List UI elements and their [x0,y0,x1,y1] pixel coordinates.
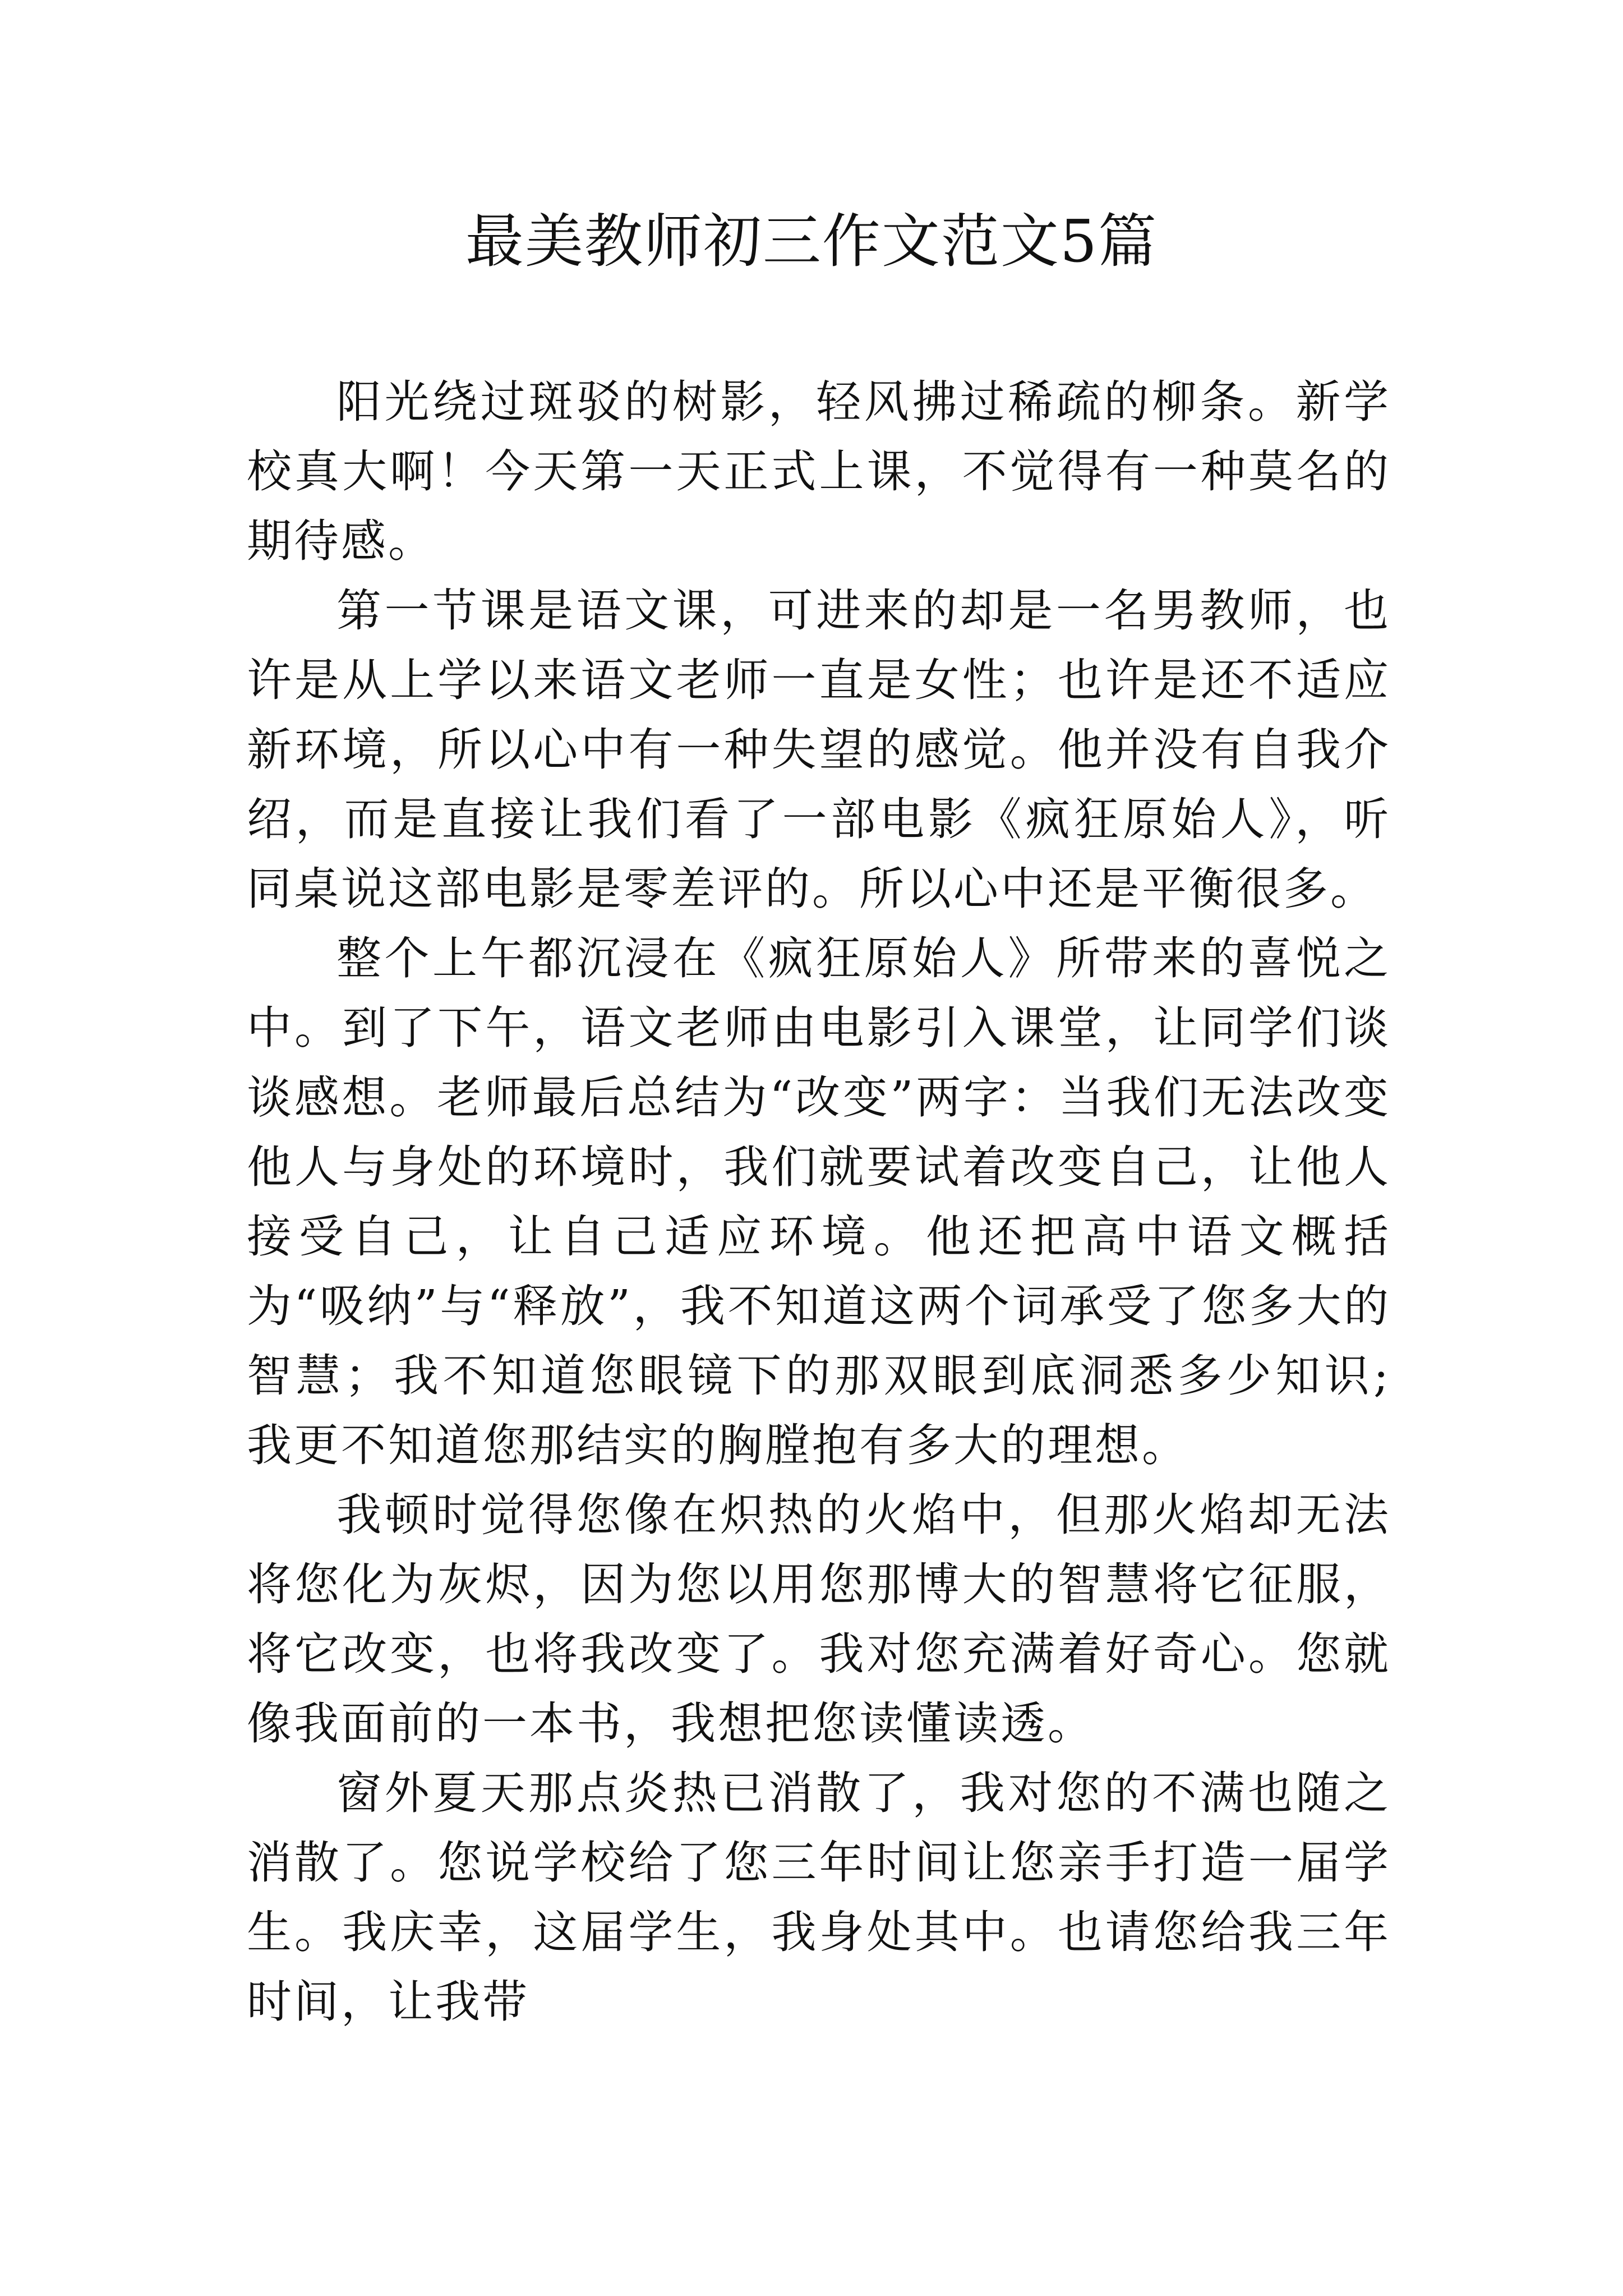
paragraph-2: 第一节课是语文课，可进来的却是一名男教师，也许是从上学以来语文老师一直是女性；也许是还不适应新环境，所以心中有一种失望的感觉。他并没有自我介绍，而是直接让我们看了一部电影《疯狂原始人》，听同桌说这部电影是零差评的。所以心中还是平衡很多。 [247,585,1391,915]
document-title: 最美教师初三作文范文5篇 [465,207,1158,275]
paragraph-1: 阳光绕过斑驳的树影，轻风拂过稀疏的柳条。新学校真大啊！今天第一天正式上课，不觉得有一种莫名的期待感。 [247,376,1391,567]
paragraph-5: 窗外夏天那点炎热已消散了，我对您的不满也随之消散了。您说学校给了您三年时间让您亲手打造一届学生。我庆幸，这届学生，我身处其中。也请您给我三年时间，让我带 [247,1767,1391,2028]
paragraph-4: 我顿时觉得您像在炽热的火焰中，但那火焰却无法将您化为灰烬，因为您以用您那博大的智慧将它征服，将它改变，也将我改变了。我对您充满着好奇心。您就像我面前的一本书，我想把您读懂读透。 [247,1489,1391,1750]
paragraph-3: 整个上午都沉浸在《疯狂原始人》所带来的喜悦之中。到了下午，语文老师由电影引入课堂，让同学们谈谈感想。老师最后总结为“改变”两字：当我们无法改变他人与身处的环境时，我们就要试着改变自己，让他人接受自己，让自己适应环境。他还把高中语文概括为“吸纳”与“释放”，我不知道这两个词承受了您多大的智慧；我不知道您眼镜下的那双眼到底洞悉多少知识;我更不知道您那结实的胸膛抱有多大的理想。 [247,932,1391,1471]
document-body [247,367,1391,2037]
